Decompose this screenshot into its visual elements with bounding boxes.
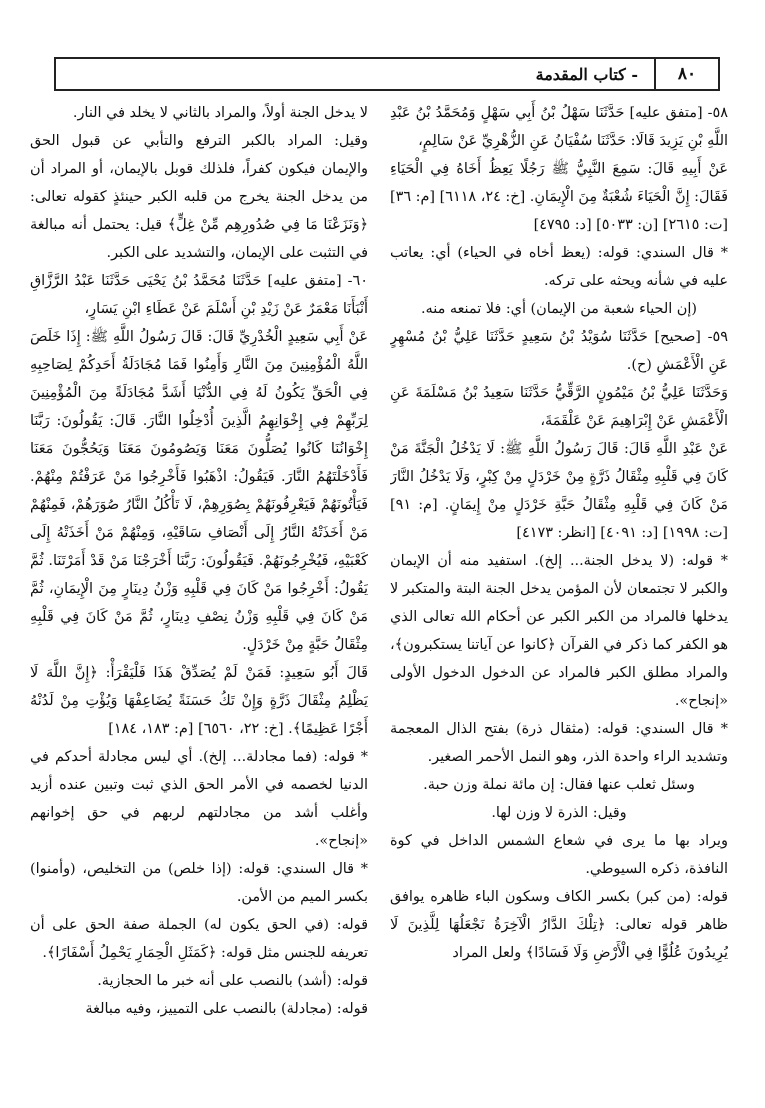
hadith-59-isnad: ٥٩- [صحيح] حَدَّثَنَا سُوَيْدُ بْنُ سَعِيدٍ حَدَّثَنَا عَلِيُّ بْنُ مُسْهِرٍ عَنِ الْأَعْمَشِ (ح). (390, 329, 728, 373)
hadith-59-matn: عَنْ عَبْدِ اللَّهِ قَالَ: قَالَ رَسُولُ اللَّهِ ﷺ: لَا يَدْخُلُ الْجَنَّةَ مَنْ كَانَ فِي قَلْبِهِ مِثْقَالُ ذَرَّةٍ مِنْ خَرْدَلٍ مِنْ كِبْرٍ، وَلَا يَدْخُلُ النَّارَ مَنْ كَانَ فِي قَلْبِهِ مِثْقَالُ حَبَّةِ خَرْدَلٍ مِنْ إِيمَانٍ. [م: ٩١] [ت: ١٩٩٨] [د: ٤٠٩١] [انظر: ٤١٧٣] (390, 441, 728, 541)
page-number: ٨٠ (654, 59, 718, 89)
commentary-ashadd: قوله: (أشد) بالنصب على أنه خبر ما الحجازية. (97, 973, 368, 989)
book-title: - كتاب المقدمة (535, 64, 638, 84)
hadith-60-isnad: ٦٠- [متفق عليه] حَدَّثَنَا مُحَمَّدُ بْنُ يَحْيَى حَدَّثَنَا عَبْدُ الرَّزَّاقِ أَنْبَأَنَا مَعْمَرٌ عَنْ زَيْدِ بْنِ أَسْلَمَ عَنْ عَطَاءِ ابْنِ يَسَارٍ، (30, 273, 368, 317)
page-header (54, 57, 720, 91)
commentary-injah-59: * قوله: (لا يدخل الجنة... إلخ). استفيد منه أن الإيمان والكبر لا تجتمعان لأن المؤمن يدخل الجنة البتة والمتكبر لا يدخلها فالمراد من الكبر الكبر عن أحكام الله تعالى الذي هو الكفر كما ذكر في القرآن ﴿كانوا عن آياتنا يستكبرون﴾، والمراد مطلق الكبر فالمراد عن الدخول الدخول الأولى «إنجاح». (390, 553, 728, 709)
commentary-kibr-2: وقيل: المراد بالكبر الترفع والتأبي عن قبول الحق والإيمان فيكون كفراً، فلذلك قوبل بالإيمان، أو المراد أن من يدخل الجنة يخرج من قلبه الكبر حينئذٍ كقوله تعالى: ﴿وَنَزَعْنَا مَا فِي صُدُورِهِم مِّنْ غِلٍّ﴾ قيل: يحتمل أنه مبالغة في التثبت على الإيمان، والتشديد على الكبر. (30, 133, 368, 261)
commentary-dharra: وقيل: الذرة لا وزن لها. (491, 805, 627, 821)
commentary-suyuti: ويراد بها ما يرى في شعاع الشمس الداخل في كوة النافذة، ذكره السيوطي. (390, 833, 728, 877)
hadith-59-isnad-2: وَحَدَّثَنَا عَلِيُّ بْنُ مَيْمُونٍ الرَّقِّيُّ حَدَّثَنَا سَعِيدُ بْنُ مَسْلَمَةَ عَنِ الْأَعْمَشِ عَنْ إِبْرَاهِيمَ عَنْ عَلْقَمَةَ، (390, 385, 728, 429)
hadith-58-matn: عَنْ أَبِيهِ قَالَ: سَمِعَ النَّبِيُّ ﷺ رَجُلًا يَعِظُ أَخَاهُ فِي الْحَيَاءِ فَقَالَ: إِنَّ الْحَيَاءَ شُعْبَةٌ مِنَ الْإِيمَانِ. [خ: ٢٤، ٦١١٨] [م: ٣٦] [ت: ٢٦١٥] [ن: ٥٠٣٣] [د: ٤٧٩٥] (390, 161, 728, 233)
commentary-kibr: قوله: (من كبر) بكسر الكاف وسكون الباء ظاهره يوافق ظاهر قوله تعالى: ﴿تِلْكَ الدَّارُ الْآخِرَةُ نَجْعَلُهَا لِلَّذِينَ لَا يُرِيدُونَ عُلُوًّا فِي الْأَرْضِ وَلَا فَسَادًا﴾ ولعل المراد (390, 889, 728, 961)
commentary-haqq: قوله: (في الحق يكون له) الجملة صفة الحق على أن تعريفه للجنس مثل قوله: ﴿كَمَثَلِ الْحِمَارِ يَحْمِلُ أَسْفَارًا﴾. (30, 917, 368, 961)
commentary-continued: لا يدخل الجنة أولاً، والمراد بالثاني لا يخلد في النار. (72, 105, 368, 121)
commentary-sindi-60: * قال السندي: قوله: (إذا خلص) من التخليص، (وأمنوا) بكسر الميم من الأمن. (30, 861, 368, 905)
commentary-note-58: (إن الحياء شعبة من الإيمان) أي: فلا تمنعه منه. (420, 301, 697, 317)
commentary-injah-60: * قوله: (فما مجادلة... إلخ). أي ليس مجادلة أحدكم في الدنيا لخصمه في الأمر الحق الذي ثبت وتبين عنده أزيد وأغلب أشد من مجادلتهم لربهم في حق إخوانهم «إنجاح». (30, 749, 368, 849)
hadith-60-matn: عَنْ أَبِي سَعِيدٍ الْخُدْرِيِّ قَالَ: قَالَ رَسُولُ اللَّهِ ﷺ: إِذَا خَلَصَ اللَّهُ الْمُؤْمِنِينَ مِنَ النَّارِ وَأَمِنُوا فَمَا مُجَادَلَةُ أَحَدِكُمْ لِصَاحِبِهِ فِي الْحَقِّ يَكُونُ لَهُ فِي الدُّنْيَا أَشَدَّ مُجَادَلَةً مِنَ الْمُؤْمِنِينَ لِرَبِّهِمْ فِي إِخْوَانِهِمُ الَّذِينَ أُدْخِلُوا النَّارَ. قَالَ: يَقُولُونَ: رَبَّنَا إِخْوَانُنَا كَانُوا يُصَلُّونَ مَعَنَا وَيَصُومُونَ مَعَنَا وَيَحُجُّونَ مَعَنَا فَأَدْخَلْتَهُمُ النَّارَ. فَيَقُولُ: اذْهَبُوا فَأَخْرِجُوا مَنْ عَرَفْتُمْ مِنْهُمْ. فَيَأْتُونَهُمْ فَيَعْرِفُونَهُمْ بِصُوَرِهِمْ، لَا تَأْكُلُ النَّارُ صُوَرَهُمْ، فَمِنْهُمْ مَنْ أَخَذَتْهُ النَّارُ إِلَى أَنْصَافِ سَاقَيْهِ، وَمِنْهُمْ مَنْ أَخَذَتْهُ إِلَى كَعْبَيْهِ، فَيُخْرِجُونَهُمْ. فَيَقُولُونَ: رَبَّنَا أَخْرَجْنَا مَنْ قَدْ أَمَرْتَنَا. ثُمَّ يَقُولُ: أَخْرِجُوا مَنْ كَانَ فِي قَلْبِهِ وَزْنُ دِينَارٍ مِنَ الْإِيمَانِ، ثُمَّ مَنْ كَانَ فِي قَلْبِهِ وَزْنُ نِصْفِ دِينَارٍ، ثُمَّ مَنْ كَانَ فِي قَلْبِهِ مِثْقَالُ حَبَّةٍ مِنْ خَرْدَلٍ. (30, 329, 368, 653)
commentary-tha-lab: وسئل ثعلب عنها فقال: إن مائة نملة وزن حبة. (423, 777, 695, 793)
commentary-sindi-59: * قال السندي: قوله: (مثقال ذرة) بفتح الذال المعجمة وتشديد الراء واحدة الذر، وهو النمل الأحمر الصغير. (390, 721, 728, 765)
right-column (390, 99, 728, 1099)
left-column (30, 99, 368, 1099)
commentary-sindi-58: * قال السندي: قوله: (يعظ أخاه في الحياء) أي: يعاتب عليه في شأنه ويحثه على تركه. (390, 245, 728, 289)
commentary-mujadala: قوله: (مجادلة) بالنصب على التمييز، وفيه مبالغة (85, 1001, 368, 1017)
hadith-60-abu-said: قَالَ أَبُو سَعِيدٍ: فَمَنْ لَمْ يُصَدِّقْ هَذَا فَلْيَقْرَأْ: ﴿إِنَّ اللَّهَ لَا يَظْلِمُ مِثْقَالَ ذَرَّةٍ وَإِنْ تَكُ حَسَنَةً يُضَاعِفْهَا وَيُؤْتِ مِنْ لَدُنْهُ أَجْرًا عَظِيمًا﴾. [خ: ٢٢، ٦٥٦٠] [م: ١٨٣، ١٨٤] (30, 665, 368, 737)
hadith-58-isnad: ٥٨- [متفق عليه] حَدَّثَنَا سَهْلُ بْنُ أَبِي سَهْلٍ وَمُحَمَّدُ بْنُ عَبْدِ اللَّهِ بْنِ يَزِيدَ قَالَا: حَدَّثَنَا سُفْيَانُ عَنِ الزُّهْرِيِّ عَنْ سَالِمٍ، (390, 105, 728, 149)
